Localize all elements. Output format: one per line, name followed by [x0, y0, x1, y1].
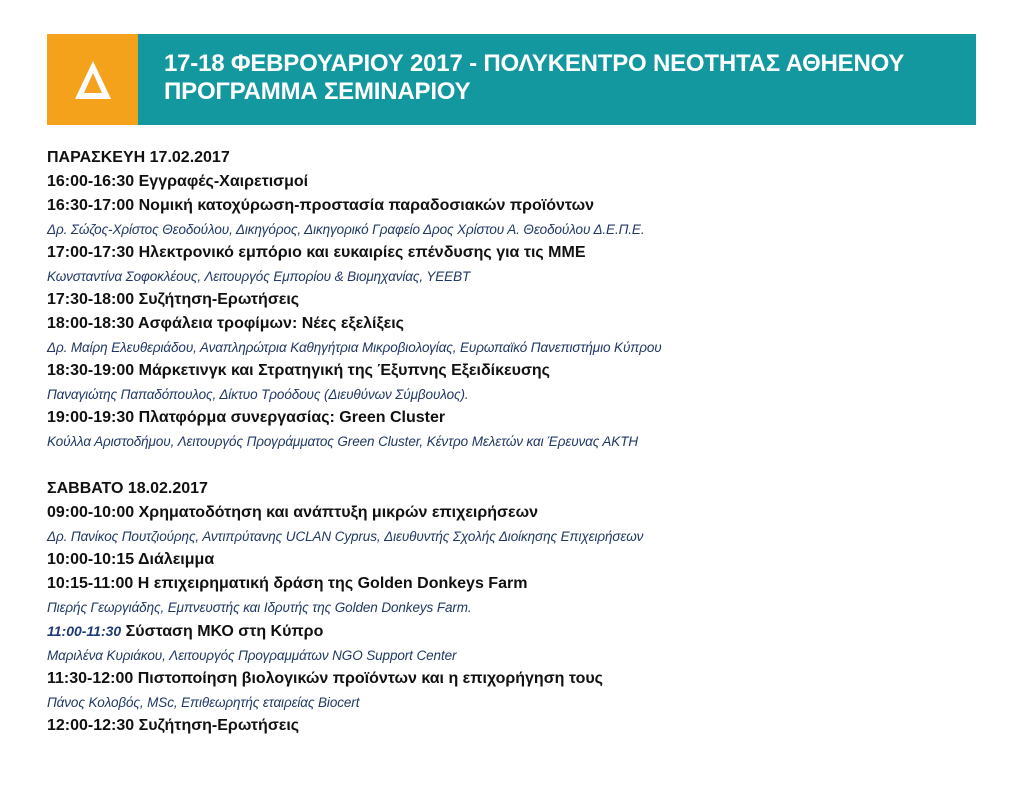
- session-name: Πλατφόρμα συνεργασίας: Green Cluster: [138, 409, 446, 426]
- session-title: [47, 501, 987, 525]
- session-name: Πιστοποίηση βιολογικών προϊόντων και η επιχορήγηση τους: [137, 670, 603, 687]
- session-title: [47, 312, 987, 336]
- session-title: [47, 572, 987, 596]
- session-time: 16:00-16:30: [47, 173, 135, 190]
- session-title: [47, 170, 987, 194]
- session-speaker: Πιερής Γεωργιάδης, Εμπνευστής και Ιδρυτής της Golden Donkeys Farm.: [47, 600, 472, 615]
- session-name: Εγγραφές-Χαιρετισμοί: [138, 173, 309, 190]
- session-name: Μάρκετινγκ και Στρατηγική της Έξυπνης Εξειδίκευσης: [138, 362, 550, 379]
- program-content: [47, 146, 987, 738]
- session-name: Συζήτηση-Ερωτήσεις: [138, 717, 300, 734]
- session-time: 10:00-10:15: [47, 551, 135, 568]
- header-banner: [47, 34, 976, 125]
- banner-title: [138, 34, 976, 125]
- logo: [47, 34, 138, 125]
- session-name: Η επιχειρηματική δράση της Golden Donkeys Farm: [137, 575, 528, 592]
- delta-logo-icon: [71, 58, 115, 102]
- session-name: Συζήτηση-Ερωτήσεις: [138, 291, 300, 308]
- session-speaker: Κούλλα Αριστοδήμου, Λειτουργός Προγράμματος Green Cluster, Κέντρο Μελετών και Έρευνας ΑΚΤΗ: [47, 434, 638, 449]
- session-speaker: Δρ. Σώζος-Χρίστος Θεοδούλου, Δικηγόρος, Δικηγορικό Γραφείο Δρος Χρίστου Α. Θεοδούλου Δ.Ε.Π.Ε.: [47, 222, 645, 237]
- session-title: [47, 548, 987, 572]
- session-name: Ασφάλεια τροφίμων: Νέες εξελίξεις: [138, 315, 404, 332]
- session-speaker: Κωνσταντίνα Σοφοκλέους, Λειτουργός Εμπορίου & Βιομηχανίας, ΥΕΕΒΤ: [47, 269, 471, 284]
- day-heading-friday: ΠΑΡΑΣΚΕΥΗ 17.02.2017: [47, 149, 230, 166]
- day-separator: [47, 453, 987, 477]
- session-speaker: Παναγιώτης Παπαδόπουλος, Δίκτυο Τροόδους (Διευθύνων Σύμβουλος).: [47, 387, 469, 402]
- session-name: Ηλεκτρονικό εμπόριο και ευκαιρίες επένδυσης για τις ΜΜΕ: [138, 244, 586, 261]
- session-speaker: Δρ. Μαίρη Ελευθεριάδου, Αναπληρώτρια Καθηγήτρια Μικροβιολογίας, Ευρωπαϊκό Πανεπιστήμιο Κύπρου: [47, 340, 662, 355]
- session-name: Σύσταση ΜΚΟ στη Κύπρο: [125, 623, 324, 640]
- session-title: [47, 619, 987, 644]
- session-title: [47, 359, 987, 383]
- session-speaker: Πάνος Κολοβός, MSc, Επιθεωρητής εταιρείας Biocert: [47, 695, 360, 710]
- session-time: 17:00-17:30: [47, 244, 135, 261]
- session-title: [47, 714, 987, 738]
- session-time: 16:30-17:00: [47, 197, 135, 214]
- session-name: Χρηματοδότηση και ανάπτυξη μικρών επιχειρήσεων: [138, 504, 538, 521]
- session-title: [47, 406, 987, 430]
- session-time: 10:15-11:00: [47, 575, 134, 592]
- session-title: [47, 288, 987, 312]
- session-time: 17:30-18:00: [47, 291, 135, 308]
- banner-title-line2: ΠΡΟΓΡΑΜΜΑ ΣΕΜΙΝΑΡΙΟΥ: [164, 78, 471, 105]
- banner-title-line1: 17-18 ΦΕΒΡΟΥΑΡΙΟΥ 2017 - ΠΟΛΥΚΕΝΤΡΟ ΝΕΟΤΗΤΑΣ ΑΘΗΕΝΟΥ: [164, 50, 905, 77]
- session-time: 19:00-19:30: [47, 409, 135, 426]
- session-time: 18:30-19:00: [47, 362, 135, 379]
- session-title: [47, 667, 987, 691]
- session-time: 11:30-12:00: [47, 670, 134, 687]
- session-time: 12:00-12:30: [47, 717, 135, 734]
- session-time: 09:00-10:00: [47, 504, 135, 521]
- session-name: Διάλειμμα: [138, 551, 215, 568]
- session-time: 11:00-11:30: [47, 623, 122, 639]
- session-speaker: Μαριλένα Κυριάκου, Λειτουργός Προγραμμάτων NGO Support Center: [47, 648, 457, 663]
- session-title: [47, 194, 987, 218]
- session-time: 18:00-18:30: [47, 315, 135, 332]
- session-title: [47, 241, 987, 265]
- session-name: Νομική κατοχύρωση-προστασία παραδοσιακών προϊόντων: [138, 197, 594, 214]
- day-heading-saturday: ΣΑΒΒΑΤΟ 18.02.2017: [47, 480, 208, 497]
- session-speaker: Δρ. Πανίκος Πουτζιούρης, Αντιπρύτανης UCLAN Cyprus, Διευθυντής Σχολής Διοίκησης Επιχειρήσεων: [47, 529, 644, 544]
